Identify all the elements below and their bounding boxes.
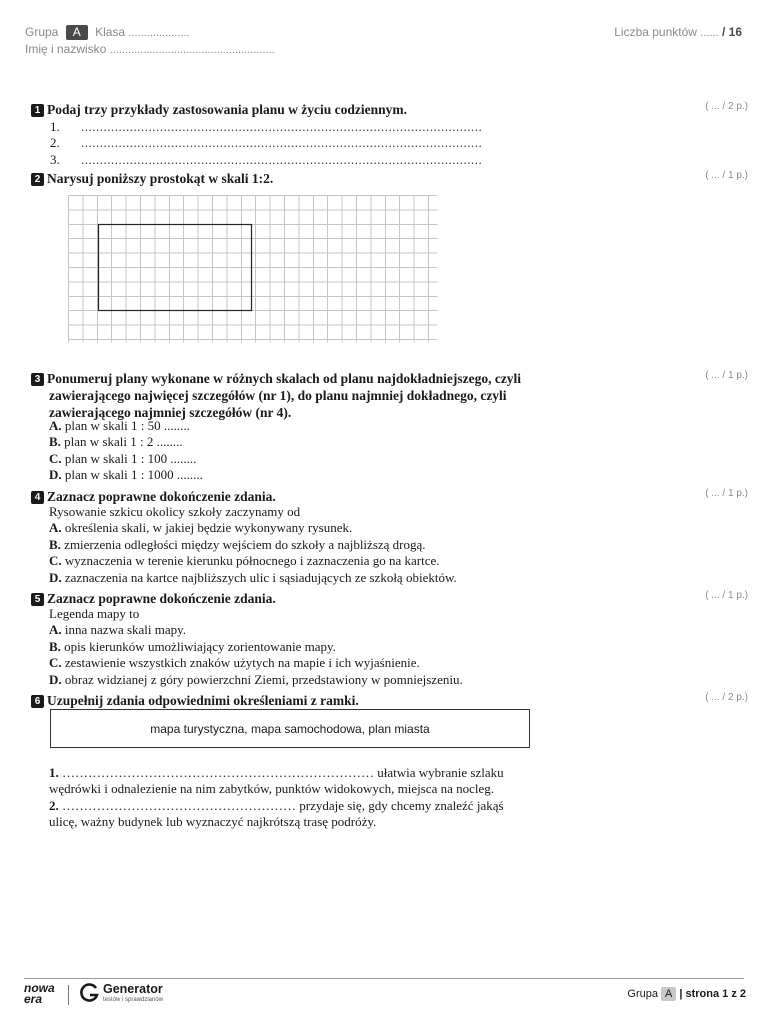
option-a[interactable] [49,418,203,434]
option-c[interactable] [49,655,463,671]
option-text: zaznaczenia na kartce najbliższych ulic i sąsiadujących ze szkołą obiektów. [64,569,457,585]
fill-blank: ……………………………………………………………… [62,765,374,780]
option-letter: C. [49,450,62,466]
option-b[interactable] [49,434,203,450]
option-text: zestawienie wszystkich znaków użytych na mapie i ich wyjaśnienie. [64,655,420,671]
answer-line[interactable] [50,152,482,168]
option-text: określenia skali, w jakiej będzie wykonywany rysunek. [64,520,353,536]
sentence-text: przydaje się, gdy chcemy znaleźć jakąś [299,797,504,813]
option-b[interactable] [49,537,457,553]
option-text: plan w skali 1 : 50 ........ [64,418,190,433]
question-number-badge: 4 [31,491,44,504]
option-letter: B. [49,434,61,450]
question-2-title [31,170,273,187]
question-text: zawierającego najwięcej szczegółów (nr 1), do planu najmniej dokładnego, czyli [49,388,507,403]
option-d[interactable] [49,467,203,483]
question-6-title [31,692,359,709]
question-3-title [31,370,521,421]
option-letter: C. [49,553,62,569]
question-6-sentences [49,765,504,831]
option-text: opis kierunków umożliwiający zorientowanie mapy. [64,638,336,654]
answer-line[interactable] [50,119,482,135]
group-badge: A [66,25,88,40]
question-1-points: ( ... / 2 p.) [705,101,748,112]
drawing-grid[interactable] [68,195,438,348]
grid-svg [68,195,438,343]
option-a[interactable] [49,520,457,536]
option-letter: A. [49,520,62,536]
question-1-answers [50,119,482,168]
answer-line[interactable] [50,135,482,151]
sentence-number: 2. [49,797,59,813]
question-stem: Rysowanie szkicu okolicy szkoły zaczynamy od [49,504,301,519]
option-a[interactable] [49,622,463,638]
footer-page-number: | strona 1 z 2 [679,988,746,1000]
nowa-era-logo [24,983,60,1005]
option-text: inna nazwa skali mapy. [64,622,187,638]
question-number-badge: 1 [31,104,44,117]
option-text: plan w skali 1 : 100 ........ [64,450,197,466]
option-c[interactable] [49,553,457,569]
footer-group-badge: A [661,987,676,1001]
sentence-number: 1. [49,765,59,780]
answer-line-dots: ........................................................................................................... [81,119,483,134]
class-field[interactable]: .................... [128,27,190,39]
answer-line-number: 1. [50,119,60,134]
answer-line-dots: ........................................................................................................... [81,135,483,151]
name-field[interactable]: ...................................................... [109,44,275,56]
option-text: wyznaczenia w terenie kierunku północnego i zaznaczenia go na kartce. [64,553,440,569]
option-letter: D. [49,467,62,483]
header-name-row [25,42,275,56]
footer-divider [24,978,744,979]
question-5-title [31,590,276,607]
points-label: Liczba punktów [614,25,697,39]
option-d[interactable] [49,672,463,688]
name-label: Imię i nazwisko [25,42,107,56]
option-letter: B. [49,536,61,552]
word-bank-text: mapa turystyczna, mapa samochodowa, plan miasta [150,721,430,736]
points-total: / 16 [721,25,742,39]
option-b[interactable] [49,639,463,655]
option-text: zmierzenia odległości między wejściem do szkoły a najbliższą drogą. [64,536,426,552]
option-letter: A. [49,418,62,433]
question-2-points: ( ... / 1 p.) [705,170,748,181]
logo-text-top: nowa [24,981,55,995]
answer-line-dots: ........................................................................................................... [81,151,483,167]
generator-text [103,983,163,1004]
question-5-body [49,606,463,688]
generator-subtitle: testów i sprawdzianów [103,997,164,1003]
answer-line-number: 3. [50,151,60,167]
header-group-row [25,25,190,40]
generator-title: Generator [103,982,163,996]
option-letter: D. [49,569,62,585]
question-3-points: ( ... / 1 p.) [705,370,748,381]
option-letter: B. [49,638,61,654]
option-text: plan w skali 1 : 1000 ........ [64,467,203,483]
footer-page-info [627,987,746,1001]
question-5-points: ( ... / 1 p.) [705,590,748,601]
fill-blank: ……………………………………………… [62,797,296,813]
option-d[interactable] [49,570,457,586]
question-3-options [49,418,203,484]
question-4-title [31,488,276,505]
option-c[interactable] [49,451,203,467]
question-stem: Legenda mapy to [49,606,140,621]
word-bank-box [50,709,530,748]
option-text: obraz widzianej z góry powierzchni Ziemi, przedstawiony w pomniejszeniu. [64,671,463,687]
question-text: Zaznacz poprawne dokończenie zdania. [47,591,276,606]
fill-sentence-2[interactable] [49,798,504,814]
question-text: zawierającego najmniej szczegółów (nr 4). [49,405,292,420]
generator-logo [78,982,100,1009]
question-text: Ponumeruj plany wykonane w różnych skalach od planu najdokładniejszego, czyli [47,371,522,386]
sentence-text: ulicę, ważny budynek lub wyznaczyć najkrótszą trasę podróży. [49,814,377,830]
option-letter: C. [49,655,62,671]
answer-line-number: 2. [50,135,60,151]
option-text: plan w skali 1 : 2 ........ [64,434,183,450]
question-6-points: ( ... / 2 p.) [705,692,748,703]
sentence-text: ułatwia wybranie szlaku [377,765,504,780]
question-text: Zaznacz poprawne dokończenie zdania. [47,489,276,504]
question-number-badge: 5 [31,593,44,606]
question-number-badge: 2 [31,173,44,186]
logo-text-bottom: era [24,992,43,1006]
question-number-badge: 6 [31,695,44,708]
fill-sentence-1[interactable] [49,765,504,781]
question-text: Podaj trzy przykłady zastosowania planu w życiu codziennym. [47,102,408,117]
generator-g-icon [78,982,100,1004]
header-points [614,25,742,39]
question-text: Narysuj poniższy prostokąt w skali 1:2. [47,171,274,186]
question-4-points: ( ... / 1 p.) [705,488,748,499]
group-label: Grupa [25,25,59,39]
question-4-body [49,504,457,586]
question-1-title [31,101,407,118]
footer-group-label: Grupa [627,988,658,1000]
sentence-text: wędrówki i odnalezienie na nim zabytków, punktów widokowych, miejsca na nocleg. [49,781,495,797]
question-number-badge: 3 [31,373,44,386]
class-label: Klasa [95,25,126,39]
points-field[interactable]: ...... [700,27,719,39]
question-text: Uzupełnij zdania odpowiednimi określeniami z ramki. [47,693,359,708]
option-letter: D. [49,671,62,687]
footer-logo-separator [68,985,69,1005]
option-letter: A. [49,622,62,638]
